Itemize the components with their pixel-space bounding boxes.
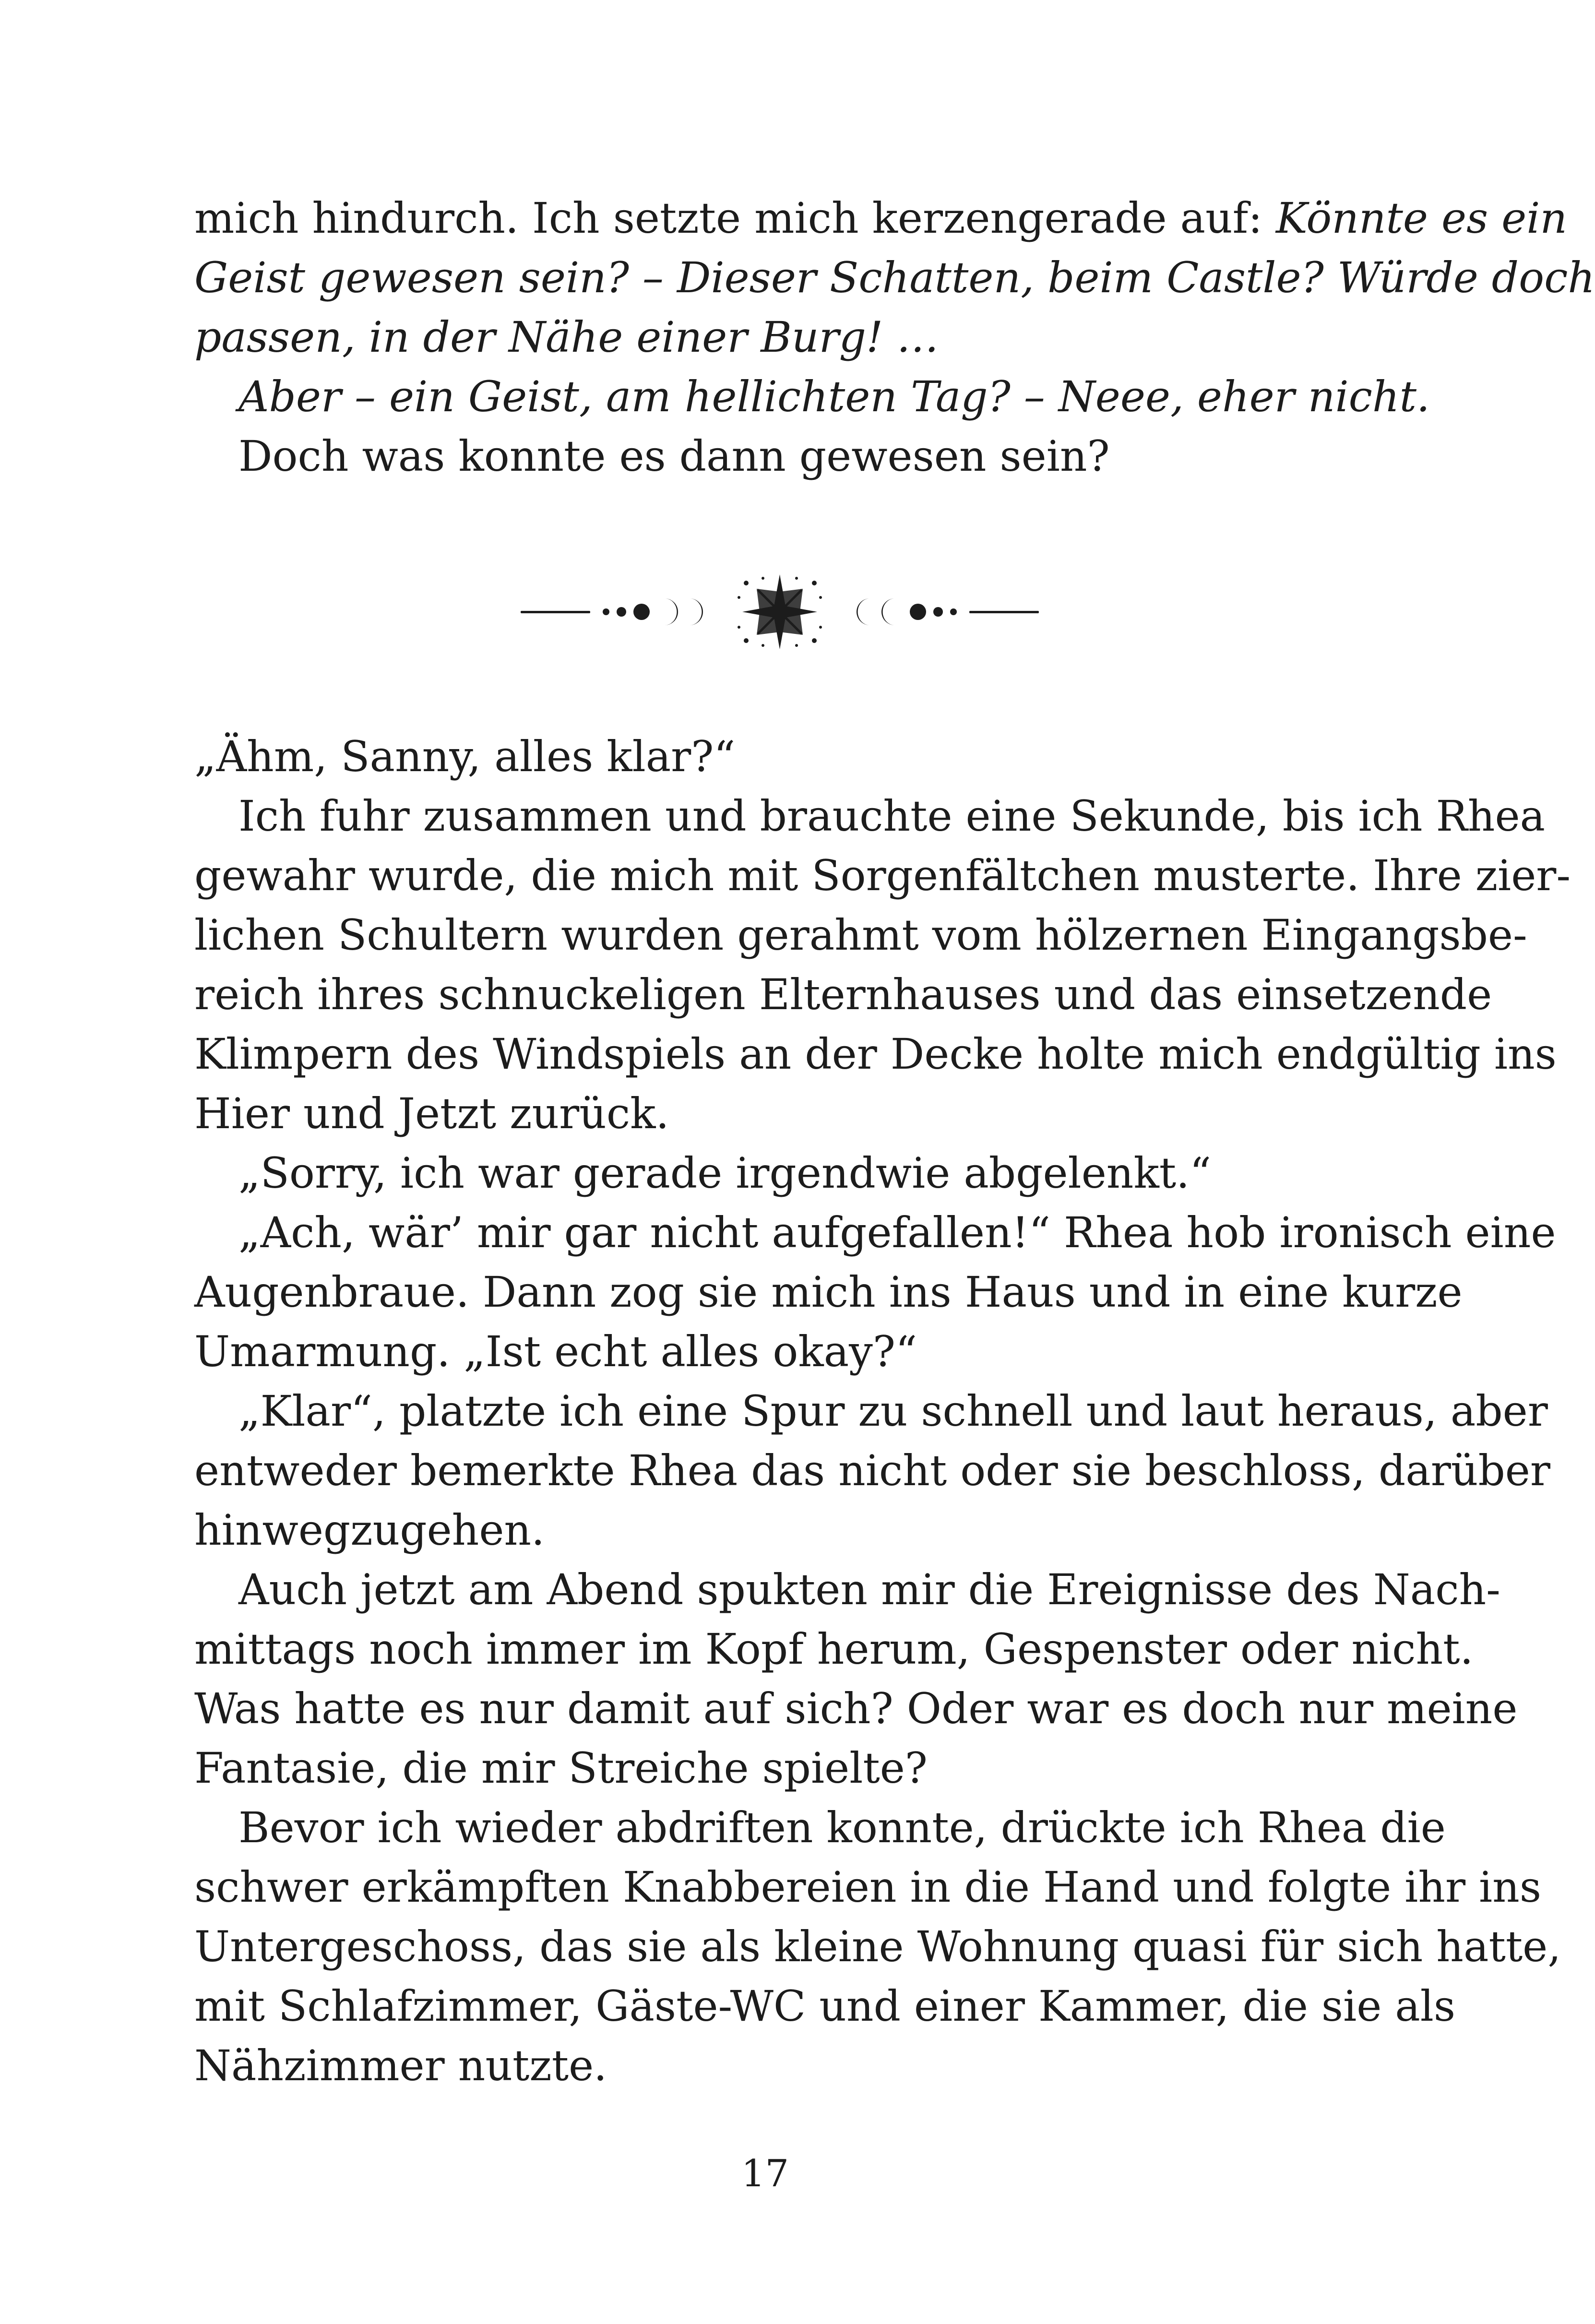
text-line: Untergeschoss, das sie als kleine Wohnung quasi für sich hatte, — [194, 1922, 1561, 1971]
text-block-top — [194, 189, 1595, 486]
text-line: mit Schlafzimmer, Gäste-WC und einer Kammer, die sie als — [194, 1981, 1456, 2031]
text-line: reich ihres schnuckeligen Elternhauses und das einsetzende — [194, 970, 1492, 1019]
text-line: Aber – ein Geist, am hellichten Tag? – Neee, eher nicht. — [238, 372, 1430, 421]
text-line: Augenbraue. Dann zog sie mich ins Haus und in eine kurze — [194, 1267, 1463, 1317]
text-line: Auch jetzt am Abend spukten mir die Ereignisse des Nach- — [238, 1565, 1500, 1614]
text-line: hinwegzugehen. — [194, 1505, 545, 1555]
page-number: 17 — [741, 2152, 789, 2195]
text-line: Nähzimmer nutzte. — [194, 2041, 607, 2090]
text-line: Umarmung. „Ist echt alles okay?“ — [194, 1327, 917, 1376]
text-line: Hier und Jetzt zurück. — [194, 1089, 669, 1138]
text-line: gewahr wurde, die mich mit Sorgenfältchen musterte. Ihre zier- — [194, 851, 1571, 900]
text-line: Fantasie, die mir Streiche spielte? — [194, 1743, 928, 1793]
text-line: „Sorry, ich war gerade irgendwie abgelenkt.“ — [238, 1148, 1212, 1198]
text-line: Klimpern des Windspiels an der Decke holte mich endgültig ins — [194, 1029, 1557, 1079]
text-line: Bevor ich wieder abdriften konnte, drückte ich Rhea die — [238, 1803, 1446, 1852]
text-line: Doch was konnte es dann gewesen sein? — [238, 431, 1110, 481]
text-line: Geist gewesen sein? – Dieser Schatten, beim Castle? Würde doch — [194, 253, 1595, 302]
text-block-bottom — [194, 727, 1571, 2096]
text-line: „Ähm, Sanny, alles klar?“ — [194, 732, 736, 781]
text-line: mittags noch immer im Kopf herum, Gespenster oder nicht. — [194, 1624, 1474, 1674]
text-line: passen, in der Nähe einer Burg! … — [194, 312, 939, 362]
text-line: lichen Schultern wurden gerahmt vom hölzernen Eingangsbe- — [194, 910, 1527, 960]
text-line: schwer erkämpften Knabbereien in die Hand und folgte ihr ins — [194, 1862, 1542, 1912]
text-line: Was hatte es nur damit auf sich? Oder war es doch nur meine — [194, 1684, 1518, 1733]
text-line: Ich fuhr zusammen und brauchte eine Sekunde, bis ich Rhea — [238, 791, 1546, 841]
text-line: „Ach, wär’ mir gar nicht aufgefallen!“ Rhea hob ironisch eine — [238, 1208, 1556, 1257]
moon-star-divider-icon — [521, 569, 1039, 655]
text-line: „Klar“, platzte ich eine Spur zu schnell und laut heraus, aber — [238, 1386, 1548, 1436]
text-line: entweder bemerkte Rhea das nicht oder sie beschloss, darüber — [194, 1446, 1550, 1495]
text-line: mich hindurch. Ich setzte mich kerzengerade auf: Könnte es ein — [194, 193, 1568, 243]
